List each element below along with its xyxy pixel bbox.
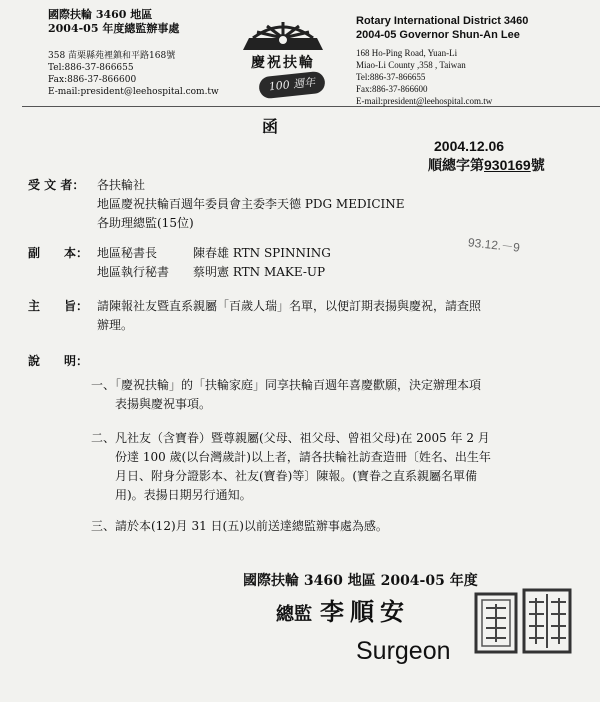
logo-title: 慶祝扶輪	[251, 55, 315, 71]
signature-title: 總監	[276, 604, 312, 625]
received-date-stamp: 93.12.－9	[467, 235, 521, 255]
official-seal-stamp	[474, 588, 574, 660]
header-org-zh: 國際扶輪 3460 地區	[48, 8, 153, 21]
rotary-wheel-icon	[237, 18, 329, 52]
centennial-logo	[237, 18, 329, 98]
explanation-item-line: 用)。表揚日期另行通知。	[91, 488, 252, 502]
ref-prefix: 順總字第	[428, 158, 484, 174]
header-tel-right: Tel:886-37-866655	[356, 72, 426, 82]
header-fax-right: Fax:886-37-866600	[356, 84, 428, 94]
explanation-label: 說 明：	[28, 354, 89, 368]
header-right	[356, 14, 596, 107]
subject-line: 請陳報社友暨直系親屬「百歲人瑞」名單，以便訂期表揚與慶祝，請查照	[97, 299, 482, 313]
cc-line: 地區執行秘書 蔡明憲 RTN MAKE-UP	[97, 265, 326, 279]
explanation-item-line: 二、凡社友（含寶眷）暨尊親屬(父母、祖父母、曾祖父母)在 2005 年 2 月	[91, 431, 490, 445]
header-email-right: E-mail:president@leehospital.com.tw	[356, 96, 493, 106]
header-email-left: E-mail:president@leehospital.com.tw	[48, 87, 219, 97]
letter-title: 函	[262, 117, 281, 136]
recipient-line: 各扶輪社	[97, 178, 146, 192]
recipient-line: 各助理總監(15位)	[97, 216, 194, 230]
ref-number: 930169	[484, 157, 531, 173]
header-address-en-1: 168 Ho-Ping Road, Yuan-Li	[356, 48, 458, 58]
header-fax-left: Fax:886-37-866600	[48, 75, 137, 85]
ref-suffix: 號	[530, 158, 545, 174]
header-address-zh: 358 苗栗縣苑裡鎮和平路168號	[48, 51, 176, 61]
signature-org: 國際扶輪 3460 地區 2004-05 年度	[243, 573, 478, 589]
cc-label: 副 本：	[28, 246, 89, 260]
header-tel-left: Tel:886-37-866655	[48, 63, 134, 73]
header-org-en: Rotary International District 3460	[356, 15, 529, 27]
logo-badge: 100 週年	[258, 71, 326, 100]
explanation-item-line: 月日、附身分證影本、社友(寶眷)等〕陳報。(寶眷之直系親屬名單備	[91, 469, 478, 483]
subject-line: 辦理。	[97, 318, 134, 332]
header-address-en-2: Miao-Li County ,358 , Taiwan	[356, 60, 466, 70]
explanation-item-line: 三、請於本(12)月 31 日(五)以前送達總監辦事處為感。	[91, 519, 388, 533]
header-divider	[22, 106, 600, 107]
recipient-line: 地區慶祝扶輪百週年委員會主委李天德 PDG MEDICINE	[97, 197, 405, 211]
header-governor-en: 2004-05 Governor Shun-An Lee	[356, 29, 520, 41]
subject-label: 主 旨：	[28, 299, 89, 313]
explanation-item-line: 份達 100 歲(以台灣歲計)以上者，請各扶輪社訪查造冊〔姓名、出生年	[91, 450, 491, 464]
header-office-zh: 2004-05 年度總監辦事處	[48, 22, 180, 35]
handwritten-signature: Surgeon	[356, 637, 451, 665]
letter-date: 2004.12.06	[434, 138, 505, 154]
signature-name: 李順安	[320, 597, 410, 626]
header-left	[48, 8, 238, 98]
explanation-item-line: 一、「慶祝扶輪」的「扶輪家庭」同享扶輪百週年喜慶歡願，決定辦理本項	[91, 378, 482, 392]
reference-number	[428, 155, 545, 175]
recipient-label: 受 文 者：	[28, 178, 85, 192]
cc-line: 地區秘書長 陳春雄 RTN SPINNING	[97, 246, 331, 260]
explanation-item-line: 表揚與慶祝事項。	[91, 397, 212, 411]
